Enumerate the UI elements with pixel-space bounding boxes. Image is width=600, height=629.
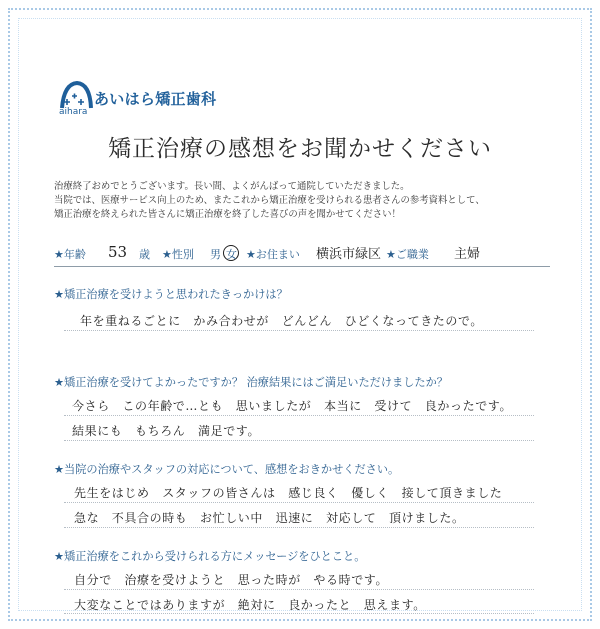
answer-3-line-1: 先生をはじめ スタッフの皆さんは 感じ良く 優しく 接して頂きました [74,486,503,500]
sex-female: 女 [226,248,237,261]
age-label: ★年齢 [54,248,86,261]
address-value: 横浜市緑区 [316,247,382,262]
answer-rule [64,415,534,416]
answer-1-line-1: 年を重ねるごとに かみ合わせが どんどん ひどくなってきたので。 [80,314,483,328]
answer-rule [64,527,534,528]
question-2: ★矯正治療を受けてよかったですか？ 治療結果にはご満足いただけましたか？ [54,376,448,389]
page-title: 矯正治療の感想をお聞かせください [108,136,492,162]
answer-rule [64,440,534,441]
job-label: ★ご職業 [386,248,429,261]
clinic-name-roman: aihara [59,107,88,117]
profile-row [54,244,550,267]
intro-line: 当院では、医療サービス向上のため、またこれから矯正治療を受けられる患者さんの参考資料として、 [54,195,485,206]
answer-rule [64,502,534,503]
answer-4-line-2: 大変なことではありますが 絶対に 良かったと 思えます。 [74,598,426,612]
answer-rule [64,330,534,331]
job-value: 主婦 [454,247,481,262]
question-3: ★当院の治療やスタッフの対応について、感想をおきかせください。 [54,463,400,476]
address-label: ★お住まい [246,248,300,261]
answer-rule [64,613,534,614]
sex-label: ★性別 [162,248,194,261]
question-1: ★矯正治療を受けようと思われたきっかけは？ [54,288,288,301]
answer-4-line-1: 自分で 治療を受けようと 思った時が やる時です。 [74,573,389,587]
answer-rule [64,589,534,590]
intro-line: 治療終了おめでとうございます。長い間、よくがんばって通院していただきました。 [54,181,410,192]
age-unit: 歳 [139,248,150,261]
intro-line: 矯正治療を終えられた皆さんに矯正治療を終了した喜びの声を聞かせてください！ [54,209,401,220]
question-4: ★矯正治療をこれから受けられる方にメッセージをひとこと。 [54,550,366,563]
sex-male: 男 [210,248,221,261]
answer-2-line-2: 結果にも もちろん 満足です。 [72,424,261,438]
clinic-name: あいはら矯正歯科 [94,90,217,108]
age-value: 53 [108,243,128,261]
answer-2-line-1: 今さら この年齢で…とも 思いましたが 本当に 受けて 良かったです。 [72,399,513,413]
clinic-logo [56,78,246,118]
intro-text [54,180,554,222]
answer-3-line-2: 急な 不具合の時も お忙しい中 迅速に 対応して 頂けました。 [74,511,465,525]
